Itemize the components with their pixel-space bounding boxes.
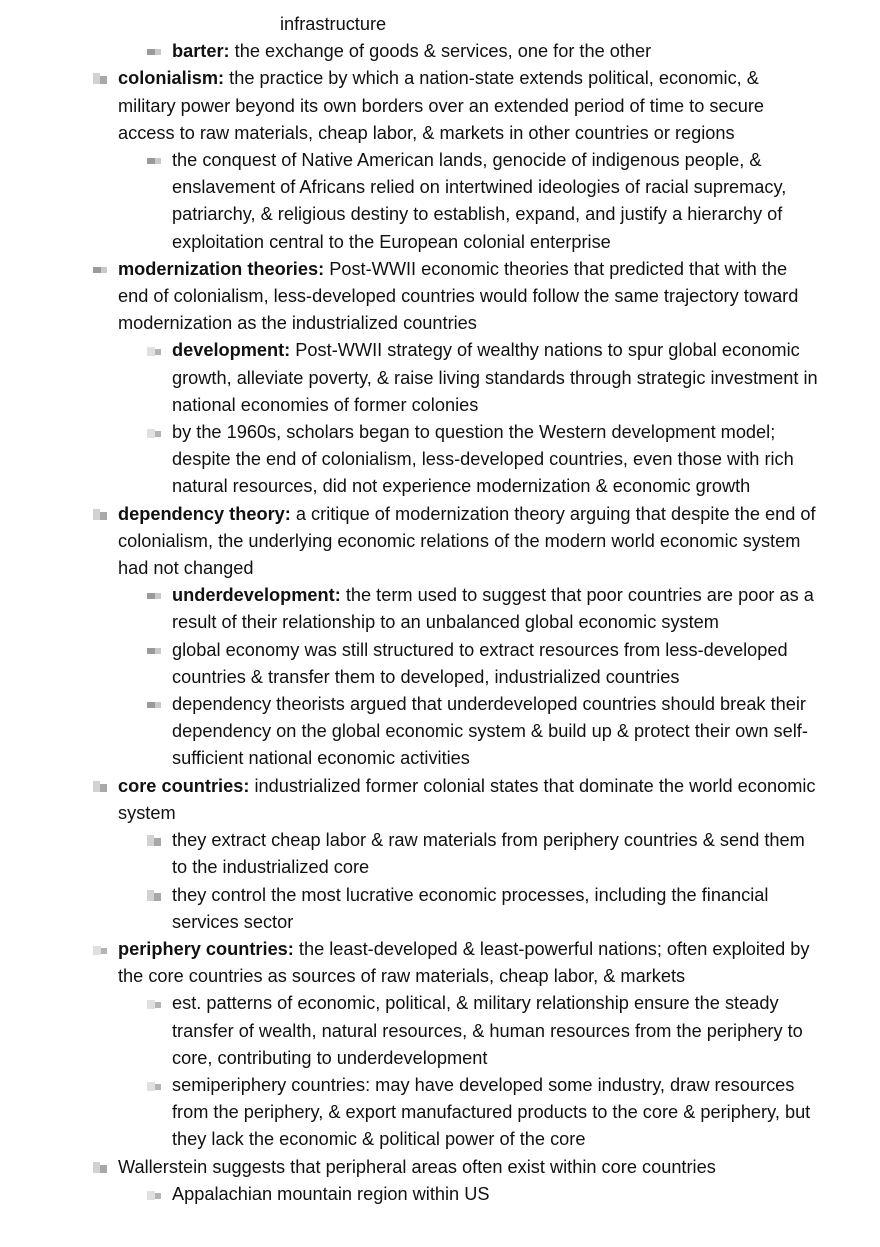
bullet-icon [147, 890, 161, 901]
item-term: development: [172, 340, 291, 361]
item-text: the practice by which a nation-state extends political, economic, & military power beyond its own borders over an extended period of time to secure access to raw materials, cheap labor, & markets in other countries or regions [118, 68, 764, 143]
outline-subitem [0, 990, 880, 1072]
outline-item [0, 256, 880, 338]
outline-item [0, 1154, 880, 1181]
item-text: Post-WWII strategy of wealthy nations to spur global economic growth, alleviate poverty, & raise living standards through strategic investment in national economies of former colonies [172, 340, 818, 415]
outline-subitem [0, 582, 880, 636]
bullet-icon [147, 46, 161, 57]
item-term: modernization theories: [118, 258, 325, 279]
item-text: Appalachian mountain region within US [172, 1183, 490, 1204]
item-term: barter: [172, 41, 230, 62]
item-text: the exchange of goods & services, one for the other [229, 41, 652, 62]
outline-subitem [0, 1072, 880, 1154]
item-text: they control the most lucrative economic processes, including the financial services sector [172, 884, 769, 932]
bullet-icon [147, 1080, 161, 1091]
outline-subitem [0, 337, 880, 419]
bullet-icon [93, 781, 107, 792]
outline-subitem [0, 1181, 880, 1208]
bullet-icon [147, 427, 161, 438]
outline-subitem [0, 419, 880, 501]
outline-list [0, 38, 880, 1208]
bullet-icon [147, 1189, 161, 1200]
bullet-icon [147, 155, 161, 166]
bullet-icon [147, 590, 161, 601]
item-text: Wallerstein suggests that peripheral areas often exist within core countries [118, 1156, 716, 1177]
outline-subitem [0, 827, 880, 881]
item-term: colonialism: [118, 68, 225, 89]
item-text: a critique of modernization theory arguing that despite the end of colonialism, the underlying economic relations of the modern world economic system had not changed [118, 503, 816, 579]
item-term: periphery countries: [118, 938, 294, 959]
bullet-icon [93, 1162, 107, 1173]
bullet-icon [147, 645, 161, 656]
outline-subitem [0, 691, 880, 773]
item-text: they extract cheap labor & raw materials from periphery countries & send them to the industrialized core [172, 830, 805, 878]
outline-item [0, 936, 880, 990]
outline-item [0, 773, 880, 827]
bullet-icon [147, 345, 161, 356]
item-text: est. patterns of economic, political, & military relationship ensure the steady transfer of wealth, natural resources, & human resources from the periphery to core, contributing to underdevelopment [172, 993, 803, 1068]
item-term: underdevelopment: [172, 585, 341, 606]
carryover-text: infrastructure [280, 14, 387, 34]
bullet-icon [93, 73, 107, 84]
bullet-icon [147, 835, 161, 846]
item-text: semiperiphery countries: may have developed some industry, draw resources from the periphery, & export manufactured products to the core & periphery, but they lack the economic & political power of the core [172, 1074, 811, 1150]
bullet-icon [93, 944, 107, 955]
item-text: industrialized former colonial states that dominate the world economic system [118, 775, 816, 823]
item-text: dependency theorists argued that underdeveloped countries should break their dependency on the global economic system & build up & protect their own self-sufficient national economic activities [172, 694, 808, 769]
item-text: the term used to suggest that poor countries are poor as a result of their relationship to an unbalanced global economic system [172, 585, 814, 633]
outline-item [0, 65, 880, 147]
item-text: by the 1960s, scholars began to question the Western development model; despite the end of colonialism, less-developed countries, even those with rich natural resources, did not experience modernization & economic growth [172, 422, 794, 497]
item-term: dependency theory: [118, 503, 291, 524]
bullet-icon [147, 998, 161, 1009]
bullet-icon [93, 264, 107, 275]
bullet-icon [93, 509, 107, 520]
item-text: the least-developed & least-powerful nations; often exploited by the core countries as sources of raw materials, cheap labor, & markets [118, 938, 810, 987]
outline-subitem [0, 637, 880, 691]
item-text: global economy was still structured to extract resources from less-developed countries & transfer them to developed, industrialized countries [172, 639, 788, 687]
outline-subitem [0, 38, 880, 65]
outline-subitem [0, 882, 880, 936]
item-text: the conquest of Native American lands, genocide of indigenous people, & enslavement of Africans relied on intertwined ideologies of racial supremacy, patriarchy, & religious destiny to establish, expand, and justify a hierarchy of exploitation central to the European colonial enterprise [172, 150, 787, 252]
item-text: Post-WWII economic theories that predicted that with the end of colonialism, less-developed countries would follow the same trajectory toward modernization as the industrialized countries [118, 258, 799, 334]
outline-subitem [0, 147, 880, 256]
outline-item [0, 501, 880, 583]
bullet-icon [147, 699, 161, 710]
item-term: core countries: [118, 775, 250, 796]
outline-document [0, 11, 880, 1208]
